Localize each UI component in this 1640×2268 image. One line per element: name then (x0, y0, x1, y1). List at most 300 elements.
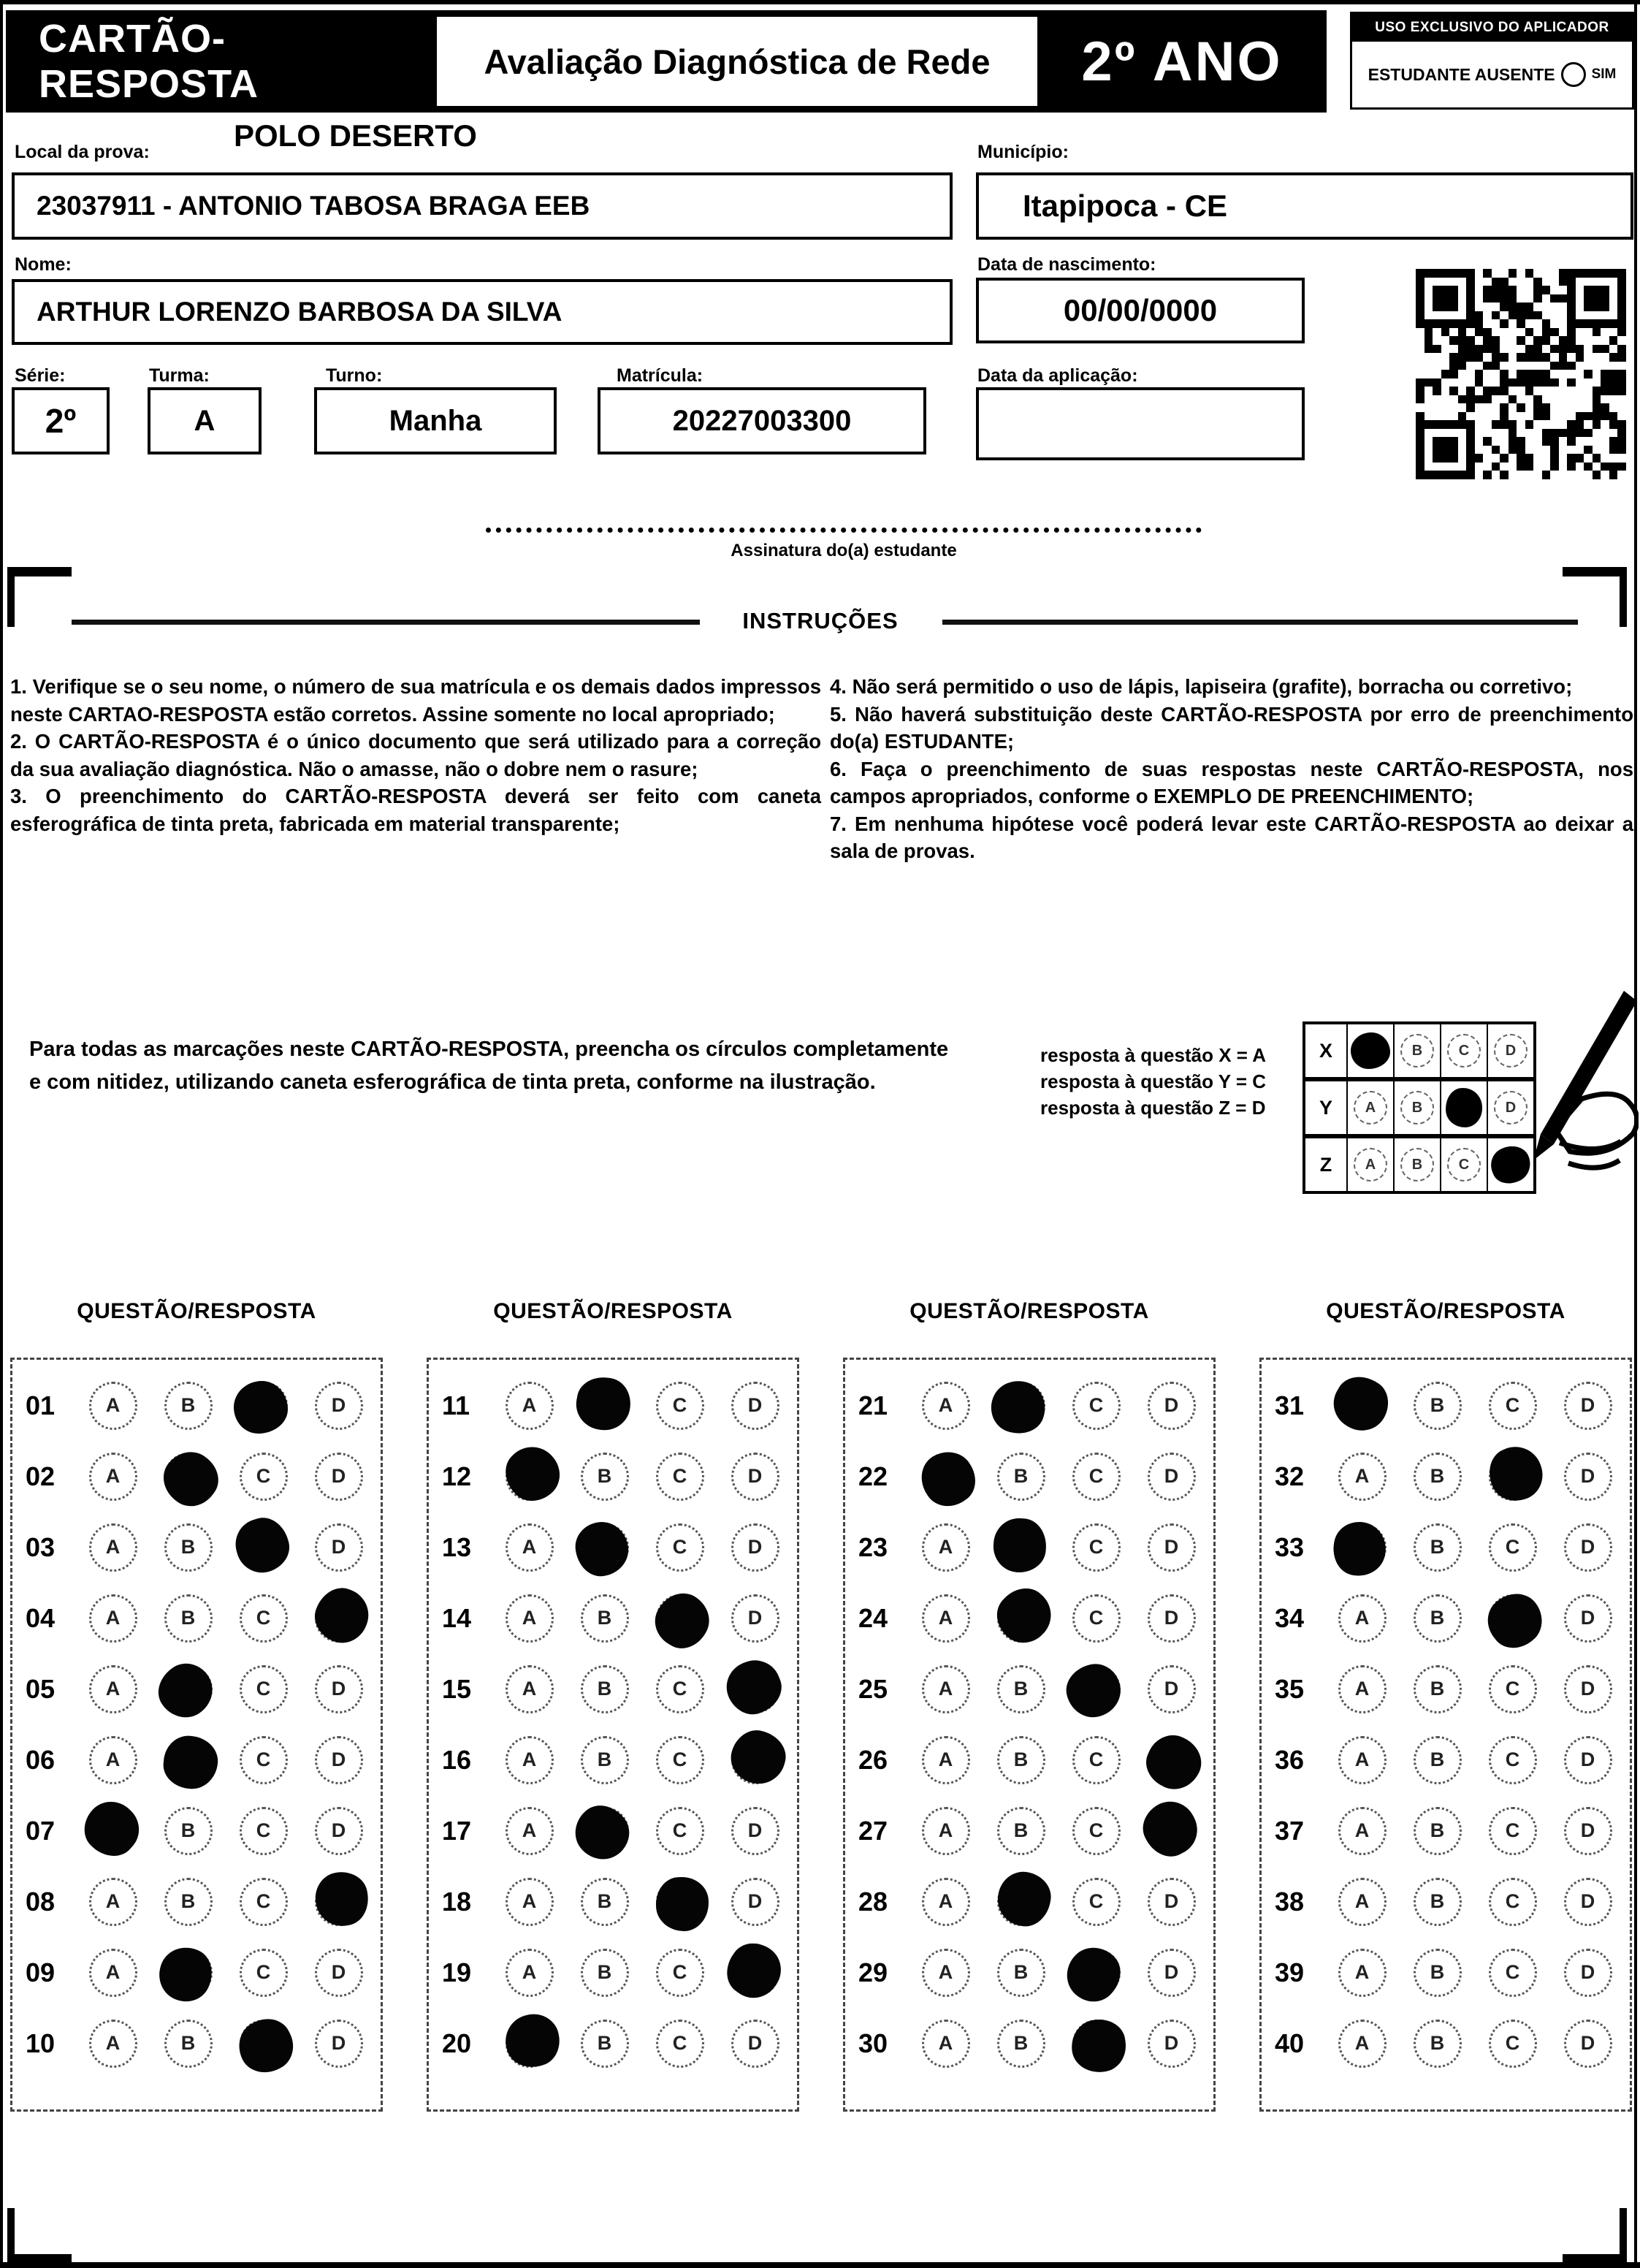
municipio-value: Itapipoca - CE (1023, 189, 1228, 223)
bubble-q22-C[interactable]: C (1072, 1453, 1121, 1501)
bubble-slot-q16-B (567, 1736, 642, 1784)
bubble-slot-q34-B (1400, 1594, 1475, 1643)
bubble-slot-q05-C (226, 1665, 301, 1713)
bubble-slot-q27-C (1059, 1807, 1134, 1855)
question-number: 07 (26, 1815, 56, 1846)
question-number: 02 (26, 1461, 56, 1491)
question-number: 30 (858, 2028, 888, 2058)
bubble-q10-B[interactable]: B (164, 2020, 213, 2068)
bubble-q31-B[interactable]: B (1414, 1382, 1462, 1430)
bubble-slot-q15-D (717, 1665, 793, 1713)
bubble-ring: C (1447, 1148, 1481, 1181)
bubble-q06-D[interactable]: D (315, 1736, 363, 1784)
bubble-q28-D[interactable]: D (1148, 1878, 1196, 1926)
filled-mark-q05 (148, 1654, 222, 1727)
bubble-slot-q05-A (75, 1665, 150, 1713)
bubble-q17-D[interactable]: D (731, 1807, 779, 1855)
bubble-slot-q30-A (908, 2020, 983, 2068)
bubble-slot-q23-D (1134, 1523, 1209, 1572)
bubble-q34-A[interactable]: A (1338, 1594, 1387, 1643)
question-number: 37 (1275, 1815, 1305, 1846)
registration-mark-bottom-right (1563, 2208, 1627, 2264)
question-row (429, 1724, 797, 1795)
bubble-q40-B[interactable]: B (1414, 2020, 1462, 2068)
bubble-slot-q21-D (1134, 1382, 1209, 1430)
question-row (845, 1441, 1213, 1512)
question-row (845, 1654, 1213, 1724)
bubble-q35-A[interactable]: A (1338, 1665, 1387, 1713)
bubble-slot-q39-C (1475, 1949, 1550, 1997)
question-row (1262, 1937, 1630, 2008)
question-row (845, 1866, 1213, 1937)
bubble-q16-A[interactable]: A (506, 1736, 554, 1784)
filled-mark-q23 (991, 1516, 1048, 1574)
turno-value: Manha (389, 404, 482, 437)
bubble-q40-D[interactable]: D (1564, 2020, 1612, 2068)
bubble-slot-q36-B (1400, 1736, 1475, 1784)
bubble-q10-D[interactable]: D (315, 2020, 363, 2068)
bubble-q05-D[interactable]: D (315, 1665, 363, 1713)
bubble-slot-q12-A (492, 1453, 567, 1501)
bubble-q28-C[interactable]: C (1072, 1878, 1121, 1926)
bubble-slot-q03-D (301, 1523, 376, 1572)
bubble-q28-A[interactable]: A (922, 1878, 970, 1926)
question-row (429, 1795, 797, 1866)
question-number: 01 (26, 1390, 56, 1420)
bubble-slot-q11-C (642, 1382, 717, 1430)
instruction-item: 7. Em nenhuma hipótese você poderá levar este CARTÃO-RESPOSTA ao deixar a sala de provas. (830, 812, 1633, 862)
bubble-q33-D[interactable]: D (1564, 1523, 1612, 1572)
example-bubble-Y-A (1346, 1081, 1393, 1134)
question-row (1262, 1724, 1630, 1795)
filled-mark-q18 (655, 1876, 709, 1931)
bubble-slot-q16-D (717, 1736, 793, 1784)
bubble-slot-q13-A (492, 1523, 567, 1572)
bubble-slot-q11-A (492, 1382, 567, 1430)
bubble-q15-C[interactable]: C (656, 1665, 704, 1713)
bubble-q16-B[interactable]: B (581, 1736, 629, 1784)
question-number: 25 (858, 1673, 888, 1704)
question-row (12, 1654, 381, 1724)
bubble-slot-q29-A (908, 1949, 983, 1997)
bubble-ring: B (1400, 1148, 1434, 1181)
bubble-slot-q04-B (150, 1594, 226, 1643)
bubble-q15-A[interactable]: A (506, 1665, 554, 1713)
bubble-q08-A[interactable]: A (89, 1878, 137, 1926)
bubble-q26-C[interactable]: C (1072, 1736, 1121, 1784)
bubble-q25-A[interactable]: A (922, 1665, 970, 1713)
bubble-q18-A[interactable]: A (506, 1878, 554, 1926)
bubble-q32-A[interactable]: A (1338, 1453, 1387, 1501)
bubble-q04-A[interactable]: A (89, 1594, 137, 1643)
bubble-q29-B[interactable]: B (997, 1949, 1045, 1997)
bubble-q30-D[interactable]: D (1148, 2020, 1196, 2068)
bubble-ring: B (1400, 1091, 1434, 1125)
bubble-q19-B[interactable]: B (581, 1949, 629, 1997)
bubble-q38-B[interactable]: B (1414, 1878, 1462, 1926)
student-absent-yes-label: SIM (1591, 66, 1617, 82)
bubble-q37-D[interactable]: D (1564, 1807, 1612, 1855)
bubble-q02-D[interactable]: D (315, 1453, 363, 1501)
filled-mark-q16 (725, 1724, 790, 1789)
bubble-slot-q33-D (1550, 1523, 1625, 1572)
example-legend-line: resposta à questão Z = D (1040, 1097, 1266, 1119)
example-legend (1040, 1042, 1266, 1121)
bubble-ring: D (1494, 1034, 1528, 1068)
bubble-q20-D[interactable]: D (731, 2020, 779, 2068)
bubble-q12-B[interactable]: B (581, 1453, 629, 1501)
bubble-q21-D[interactable]: D (1148, 1382, 1196, 1430)
question-row (1262, 1866, 1630, 1937)
bubble-slot-q27-B (983, 1807, 1059, 1855)
bubble-slot-q10-C (226, 2020, 301, 2068)
bubble-q08-C[interactable]: C (240, 1878, 288, 1926)
bubble-q39-B[interactable]: B (1414, 1949, 1462, 1997)
bubble-q29-A[interactable]: A (922, 1949, 970, 1997)
filled-mark-q03 (229, 1512, 295, 1578)
bubble-slot-q30-C (1059, 2020, 1134, 2068)
grade-label: 2º ANO (1081, 30, 1283, 93)
bubble-slot-q08-C (226, 1878, 301, 1926)
bubble-q15-B[interactable]: B (581, 1665, 629, 1713)
bubble-q20-B[interactable]: B (581, 2020, 629, 2068)
bubble-q39-D[interactable]: D (1564, 1949, 1612, 1997)
bubble-q26-A[interactable]: A (922, 1736, 970, 1784)
bubble-slot-q01-B (150, 1382, 226, 1430)
question-row (12, 1724, 381, 1795)
filled-mark (1351, 1032, 1390, 1069)
bubble-q31-C[interactable]: C (1489, 1382, 1537, 1430)
bubble-q11-C[interactable]: C (656, 1382, 704, 1430)
bubble-slot-q36-C (1475, 1736, 1550, 1784)
filled-mark-q21 (983, 1373, 1052, 1441)
bubble-q23-A[interactable]: A (922, 1523, 970, 1572)
bubble-slot-q12-B (567, 1453, 642, 1501)
bubble-q24-D[interactable]: D (1148, 1594, 1196, 1643)
answer-column-header-3: QUESTÃO/RESPOSTA (909, 1299, 1149, 1323)
question-row (429, 1370, 797, 1441)
filled-mark-q19 (717, 1933, 791, 2007)
bubble-q13-D[interactable]: D (731, 1523, 779, 1572)
bubble-q25-D[interactable]: D (1148, 1665, 1196, 1713)
serie-label: Série: (15, 365, 66, 386)
bubble-slot-q19-A (492, 1949, 567, 1997)
filled-mark-q12 (495, 1436, 570, 1511)
question-row (12, 1937, 381, 2008)
question-row (1262, 1795, 1630, 1866)
bubble-q38-C[interactable]: C (1489, 1878, 1537, 1926)
question-row (1262, 1512, 1630, 1583)
question-row (1262, 1654, 1630, 1724)
bubble-q27-A[interactable]: A (922, 1807, 970, 1855)
answer-column-4 (1259, 1358, 1632, 2112)
question-number: 03 (26, 1531, 56, 1562)
bubble-slot-q40-B (1400, 2020, 1475, 2068)
bubble-q36-C[interactable]: C (1489, 1736, 1537, 1784)
bubble-q39-C[interactable]: C (1489, 1949, 1537, 1997)
bubble-slot-q09-B (150, 1949, 226, 1997)
bubble-slot-q09-A (75, 1949, 150, 1997)
answer-column-header-4: QUESTÃO/RESPOSTA (1326, 1299, 1565, 1323)
bubble-slot-q39-D (1550, 1949, 1625, 1997)
bubble-q33-C[interactable]: C (1489, 1523, 1537, 1572)
filled-mark-q13 (573, 1519, 630, 1578)
question-row (429, 1937, 797, 2008)
bubble-q34-B[interactable]: B (1414, 1594, 1462, 1643)
hand-pen-illustration (1472, 989, 1639, 1209)
bubble-q35-D[interactable]: D (1564, 1665, 1612, 1713)
question-number: 32 (1275, 1461, 1305, 1491)
bubble-slot-q28-B (983, 1878, 1059, 1926)
bubble-q33-B[interactable]: B (1414, 1523, 1462, 1572)
bubble-slot-q29-D (1134, 1949, 1209, 1997)
aplicacao-label: Data da aplicação: (977, 365, 1138, 386)
bubble-q37-A[interactable]: A (1338, 1807, 1387, 1855)
registration-mark-top-left (7, 567, 72, 627)
bubble-slot-q06-C (226, 1736, 301, 1784)
bubble-slot-q24-B (983, 1594, 1059, 1643)
bubble-slot-q09-D (301, 1949, 376, 1997)
bubble-slot-q28-D (1134, 1878, 1209, 1926)
bubble-slot-q26-A (908, 1736, 983, 1784)
bubble-q24-C[interactable]: C (1072, 1594, 1121, 1643)
bubble-q11-A[interactable]: A (506, 1382, 554, 1430)
bubble-q07-D[interactable]: D (315, 1807, 363, 1855)
bubble-slot-q03-A (75, 1523, 150, 1572)
bubble-q14-D[interactable]: D (731, 1594, 779, 1643)
bubble-q07-B[interactable]: B (164, 1807, 213, 1855)
bubble-q13-A[interactable]: A (506, 1523, 554, 1572)
bubble-slot-q33-B (1400, 1523, 1475, 1572)
filled-mark-q28 (993, 1868, 1054, 1929)
bubble-q04-C[interactable]: C (240, 1594, 288, 1643)
bubble-q03-A[interactable]: A (89, 1523, 137, 1572)
example-bubble-X-A (1346, 1024, 1393, 1077)
bubble-q35-C[interactable]: C (1489, 1665, 1537, 1713)
bubble-q11-D[interactable]: D (731, 1382, 779, 1430)
bubble-q09-D[interactable]: D (315, 1949, 363, 1997)
bubble-q01-D[interactable]: D (315, 1382, 363, 1430)
bubble-q13-C[interactable]: C (656, 1523, 704, 1572)
filled-mark-q25 (1061, 1659, 1125, 1722)
bubble-q05-A[interactable]: A (89, 1665, 137, 1713)
bubble-q21-A[interactable]: A (922, 1382, 970, 1430)
question-number: 20 (442, 2028, 472, 2058)
bubble-slot-q24-A (908, 1594, 983, 1643)
bubble-q38-A[interactable]: A (1338, 1878, 1387, 1926)
answer-column-3 (843, 1358, 1216, 2112)
bubble-q03-D[interactable]: D (315, 1523, 363, 1572)
filled-mark-q14 (646, 1583, 719, 1657)
bubble-slot-q11-B (567, 1382, 642, 1430)
turno-box (314, 387, 557, 454)
bubble-q20-C[interactable]: C (656, 2020, 704, 2068)
example-row-label: Y (1319, 1096, 1332, 1119)
question-row (12, 2008, 381, 2079)
bubble-q14-B[interactable]: B (581, 1594, 629, 1643)
question-row (845, 1937, 1213, 2008)
bubble-slot-q35-D (1550, 1665, 1625, 1713)
instructions-divider-right (942, 620, 1578, 625)
question-number: 23 (858, 1531, 888, 1562)
filled-mark-q34 (1477, 1583, 1552, 1658)
bubble-ring: A (1354, 1091, 1387, 1125)
question-number: 19 (442, 1957, 472, 1987)
bubble-q17-C[interactable]: C (656, 1807, 704, 1855)
filled-mark-q08 (310, 1867, 373, 1930)
bubble-q09-C[interactable]: C (240, 1949, 288, 1997)
bubble-q32-D[interactable]: D (1564, 1453, 1612, 1501)
bubble-q22-B[interactable]: B (997, 1453, 1045, 1501)
bubble-q02-A[interactable]: A (89, 1453, 137, 1501)
bubble-slot-q38-A (1324, 1878, 1400, 1926)
sheet-title: CARTÃO-RESPOSTA (39, 17, 259, 106)
question-number: 16 (442, 1744, 472, 1775)
aplicador-strip-label: USO EXCLUSIVO DO APLICADOR (1352, 14, 1632, 42)
bubble-q07-C[interactable]: C (240, 1807, 288, 1855)
bubble-slot-q16-C (642, 1736, 717, 1784)
matricula-label: Matrícula: (617, 365, 703, 386)
instructions-column-right (830, 673, 1633, 865)
bubble-q05-C[interactable]: C (240, 1665, 288, 1713)
bubble-q40-C[interactable]: C (1489, 2020, 1537, 2068)
bubble-q10-A[interactable]: A (89, 2020, 137, 2068)
bubble-slot-q07-B (150, 1807, 226, 1855)
bubble-q06-A[interactable]: A (89, 1736, 137, 1784)
bubble-q19-C[interactable]: C (656, 1949, 704, 1997)
bubble-slot-q40-C (1475, 2020, 1550, 2068)
bubble-slot-q25-D (1134, 1665, 1209, 1713)
question-number: 29 (858, 1957, 888, 1987)
bubble-q02-C[interactable]: C (240, 1453, 288, 1501)
bubble-slot-q24-D (1134, 1594, 1209, 1643)
question-row (845, 1583, 1213, 1654)
registration-mark-bottom-left (7, 2208, 72, 2264)
bubble-q40-A[interactable]: A (1338, 2020, 1387, 2068)
bubble-q37-B[interactable]: B (1414, 1807, 1462, 1855)
bubble-q09-A[interactable]: A (89, 1949, 137, 1997)
nascimento-box (976, 278, 1305, 343)
bubble-slot-q14-B (567, 1594, 642, 1643)
bubble-slot-q08-D (301, 1878, 376, 1926)
filled-mark-q07 (74, 1791, 149, 1866)
matricula-box (598, 387, 926, 454)
bubble-q35-B[interactable]: B (1414, 1665, 1462, 1713)
bubble-slot-q10-B (150, 2020, 226, 2068)
answer-column-1 (10, 1358, 383, 2112)
bubble-q36-A[interactable]: A (1338, 1736, 1387, 1784)
bubble-q36-B[interactable]: B (1414, 1736, 1462, 1784)
question-number: 36 (1275, 1744, 1305, 1775)
bubble-slot-q38-B (1400, 1878, 1475, 1926)
bubble-slot-q31-D (1550, 1382, 1625, 1430)
bubble-q18-D[interactable]: D (731, 1878, 779, 1926)
bubble-slot-q35-B (1400, 1665, 1475, 1713)
bubble-q03-B[interactable]: B (164, 1523, 213, 1572)
bubble-slot-q28-C (1059, 1878, 1134, 1926)
bubble-ring: D (1494, 1091, 1528, 1125)
turma-box (148, 387, 262, 454)
bubble-slot-q33-C (1475, 1523, 1550, 1572)
question-row (12, 1370, 381, 1441)
bubble-slot-q38-D (1550, 1878, 1625, 1926)
bubble-slot-q36-D (1550, 1736, 1625, 1784)
bubble-q29-D[interactable]: D (1148, 1949, 1196, 1997)
bubble-q12-D[interactable]: D (731, 1453, 779, 1501)
bubble-q16-C[interactable]: C (656, 1736, 704, 1784)
bubble-slot-q21-C (1059, 1382, 1134, 1430)
student-absent-bubble[interactable] (1561, 62, 1586, 87)
student-absent-row (1352, 42, 1632, 107)
bubble-slot-q18-B (567, 1878, 642, 1926)
bubble-slot-q13-C (642, 1523, 717, 1572)
bubble-q18-B[interactable]: B (581, 1878, 629, 1926)
bubble-slot-q18-D (717, 1878, 793, 1926)
bubble-slot-q32-C (1475, 1453, 1550, 1501)
bubble-q04-B[interactable]: B (164, 1594, 213, 1643)
bubble-q14-A[interactable]: A (506, 1594, 554, 1643)
bubble-slot-q14-C (642, 1594, 717, 1643)
registration-mark-top-right (1563, 567, 1627, 627)
question-number: 35 (1275, 1673, 1305, 1704)
bubble-slot-q05-D (301, 1665, 376, 1713)
bubble-q06-C[interactable]: C (240, 1736, 288, 1784)
bubble-q39-A[interactable]: A (1338, 1949, 1387, 1997)
filled-mark-q29 (1056, 1936, 1131, 2012)
bubble-q36-D[interactable]: D (1564, 1736, 1612, 1784)
bubble-q25-B[interactable]: B (997, 1665, 1045, 1713)
bubble-slot-q17-B (567, 1807, 642, 1855)
bubble-q08-B[interactable]: B (164, 1878, 213, 1926)
filled-mark-q24 (986, 1578, 1061, 1653)
nascimento-label: Data de nascimento: (977, 254, 1156, 275)
filled-mark-q09 (150, 1938, 221, 2009)
question-number: 31 (1275, 1390, 1305, 1420)
bubble-q21-C[interactable]: C (1072, 1382, 1121, 1430)
bubble-q17-A[interactable]: A (506, 1807, 554, 1855)
instruction-item: 1. Verifique se o seu nome, o número de sua matrícula e os demais dados impressos neste CARTAO-RESPOSTA estão corretos. Assine somente no local apropriado; (10, 675, 821, 726)
bubble-q12-C[interactable]: C (656, 1453, 704, 1501)
bubble-q26-B[interactable]: B (997, 1736, 1045, 1784)
bubble-q27-B[interactable]: B (997, 1807, 1045, 1855)
filled-mark-q26 (1138, 1727, 1209, 1797)
bubble-slot-q37-D (1550, 1807, 1625, 1855)
bubble-q01-A[interactable]: A (89, 1382, 137, 1430)
bubble-slot-q25-A (908, 1665, 983, 1713)
question-number: 21 (858, 1390, 888, 1420)
bubble-q22-D[interactable]: D (1148, 1453, 1196, 1501)
bubble-q23-C[interactable]: C (1072, 1523, 1121, 1572)
assessment-title-box (437, 17, 1037, 106)
bubble-q37-C[interactable]: C (1489, 1807, 1537, 1855)
bubble-q32-B[interactable]: B (1414, 1453, 1462, 1501)
bubble-slot-q32-B (1400, 1453, 1475, 1501)
bubble-slot-q25-B (983, 1665, 1059, 1713)
bubble-q34-D[interactable]: D (1564, 1594, 1612, 1643)
bubble-q27-C[interactable]: C (1072, 1807, 1121, 1855)
bubble-q31-D[interactable]: D (1564, 1382, 1612, 1430)
bubble-q30-B[interactable]: B (997, 2020, 1045, 2068)
bubble-q38-D[interactable]: D (1564, 1878, 1612, 1926)
bubble-q24-A[interactable]: A (922, 1594, 970, 1643)
signature-line[interactable] (486, 528, 1202, 533)
bubble-q19-A[interactable]: A (506, 1949, 554, 1997)
bubble-slot-q22-C (1059, 1453, 1134, 1501)
bubble-q01-B[interactable]: B (164, 1382, 213, 1430)
bubble-q23-D[interactable]: D (1148, 1523, 1196, 1572)
question-number: 10 (26, 2028, 56, 2058)
bubble-q30-A[interactable]: A (922, 2020, 970, 2068)
